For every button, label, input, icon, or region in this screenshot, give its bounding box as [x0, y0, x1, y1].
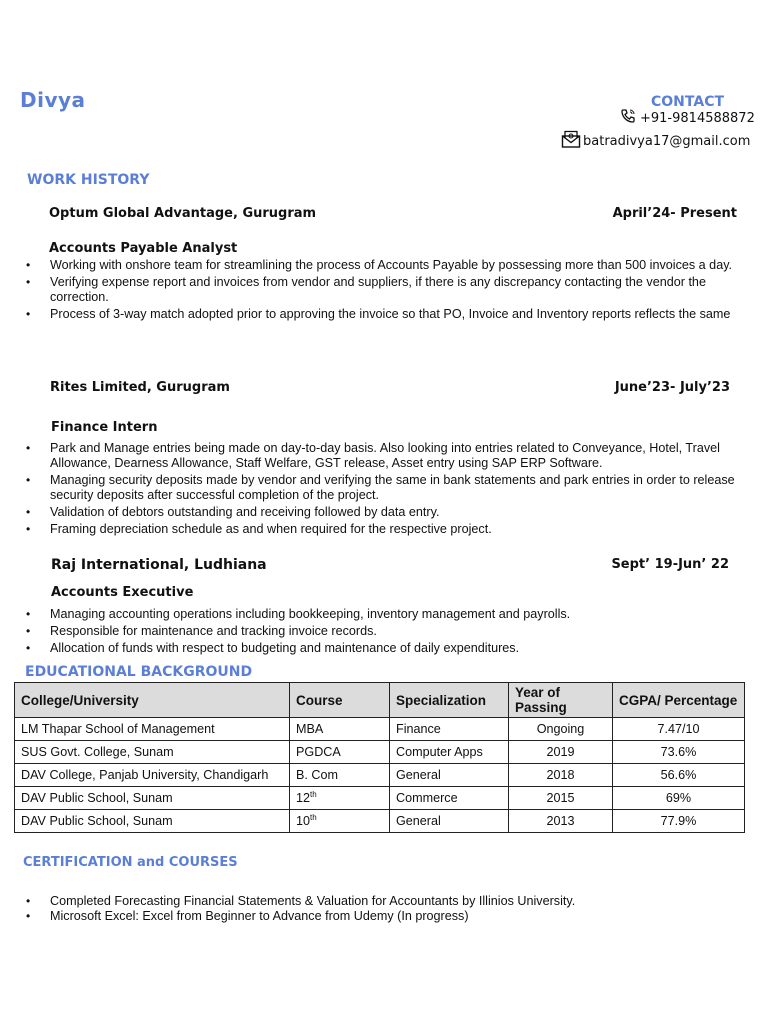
table-row — [15, 810, 745, 833]
col-header-college: College/University — [15, 683, 290, 718]
col-header-specialization: Specialization — [390, 683, 509, 718]
education-table — [14, 682, 745, 833]
cell-score: 77.9% — [613, 810, 745, 833]
job-role: Accounts Executive — [51, 585, 194, 600]
cell-year: Ongoing — [509, 718, 613, 741]
cell-year: 2013 — [509, 810, 613, 833]
cell-year: 2015 — [509, 787, 613, 810]
education-heading: EDUCATIONAL BACKGROUND — [25, 664, 253, 680]
email-address[interactable]: batradivya17@gmail.com — [583, 134, 751, 149]
job-dates: April’24- Present — [612, 206, 737, 221]
certification-list — [26, 894, 742, 926]
list-item: • Validation of debtors outstanding and receiving followed by data entry. — [26, 505, 742, 520]
cell-course: B. Com — [290, 764, 390, 787]
col-header-score: CGPA/ Percentage — [613, 683, 745, 718]
list-item: • Completed Forecasting Financial Statements & Valuation for Accountants by Illinios University. — [26, 894, 742, 909]
certification-heading: CERTIFICATION and COURSES — [23, 855, 238, 870]
company-name: Rites Limited, Gurugram — [50, 380, 230, 395]
list-item: • Managing security deposits made by vendor and verifying the same in bank statements and park entries in order to release security deposits after successful completion of the project. — [26, 473, 742, 503]
cell-specialization: General — [390, 764, 509, 787]
contact-heading: CONTACT — [651, 94, 725, 110]
cell-course: 10th — [290, 810, 390, 833]
table-row — [15, 741, 745, 764]
cell-course: PGDCA — [290, 741, 390, 764]
company-name: Raj International, Ludhiana — [51, 557, 267, 573]
table-header-row — [15, 683, 745, 718]
job-role: Accounts Payable Analyst — [49, 241, 238, 256]
contact-phone — [620, 108, 755, 129]
cell-score: 73.6% — [613, 741, 745, 764]
list-item: • Managing accounting operations including bookkeeping, inventory management and payrolls. — [26, 607, 742, 622]
cell-specialization: Computer Apps — [390, 741, 509, 764]
job-dates: Sept’ 19-Jun’ 22 — [611, 557, 729, 572]
cell-course: 12th — [290, 787, 390, 810]
candidate-name: Divya — [20, 88, 86, 112]
list-item: • Park and Manage entries being made on day-to-day basis. Also looking into entries related to Conveyance, Hotel, Travel Allowance, Dearness Allowance, Staff Welfare, GST release, Asset entry using SAP ERP Software. — [26, 441, 742, 471]
job-duties-list — [26, 441, 742, 539]
cell-year: 2019 — [509, 741, 613, 764]
cell-college: LM Thapar School of Management — [15, 718, 290, 741]
list-item: • Allocation of funds with respect to budgeting and maintenance of daily expenditures. — [26, 641, 742, 656]
list-item: • Responsible for maintenance and tracking invoice records. — [26, 624, 742, 639]
table-row — [15, 787, 745, 810]
cell-score: 56.6% — [613, 764, 745, 787]
cell-specialization: Finance — [390, 718, 509, 741]
cell-college: DAV Public School, Sunam — [15, 787, 290, 810]
job-dates: June’23- July’23 — [614, 380, 730, 395]
cell-score: 7.47/10 — [613, 718, 745, 741]
cell-specialization: General — [390, 810, 509, 833]
envelope-icon — [561, 130, 581, 153]
cell-course: MBA — [290, 718, 390, 741]
list-item: • Verifying expense report and invoices from vendor and suppliers, if there is any discrepancy contacting the vendor the correction. — [26, 275, 736, 305]
cell-college: SUS Govt. College, Sunam — [15, 741, 290, 764]
phone-number[interactable]: +91-9814588872 — [640, 111, 755, 126]
col-header-course: Course — [290, 683, 390, 718]
table-row — [15, 718, 745, 741]
cell-college: DAV College, Panjab University, Chandigarh — [15, 764, 290, 787]
job-duties-list — [26, 258, 736, 324]
cell-specialization: Commerce — [390, 787, 509, 810]
cell-year: 2018 — [509, 764, 613, 787]
cell-college: DAV Public School, Sunam — [15, 810, 290, 833]
list-item: • Framing depreciation schedule as and when required for the respective project. — [26, 522, 742, 537]
work-history-heading: WORK HISTORY — [27, 172, 150, 188]
list-item: • Microsoft Excel: Excel from Beginner to Advance from Udemy (In progress) — [26, 909, 742, 924]
phone-icon — [620, 108, 636, 129]
company-name: Optum Global Advantage, Gurugram — [49, 206, 317, 221]
col-header-year: Year of Passing — [509, 683, 613, 718]
list-item: • Working with onshore team for streamlining the process of Accounts Payable by possessing more than 500 invoices a day. — [26, 258, 736, 273]
list-item: • Process of 3-way match adopted prior to approving the invoice so that PO, Invoice and Inventory reports reflects the same — [26, 307, 736, 322]
job-header — [49, 206, 737, 221]
job-duties-list — [26, 607, 742, 658]
job-header — [50, 380, 730, 395]
cell-score: 69% — [613, 787, 745, 810]
contact-email — [561, 130, 750, 153]
table-row — [15, 764, 745, 787]
job-role: Finance Intern — [51, 420, 158, 435]
job-header — [51, 557, 729, 573]
